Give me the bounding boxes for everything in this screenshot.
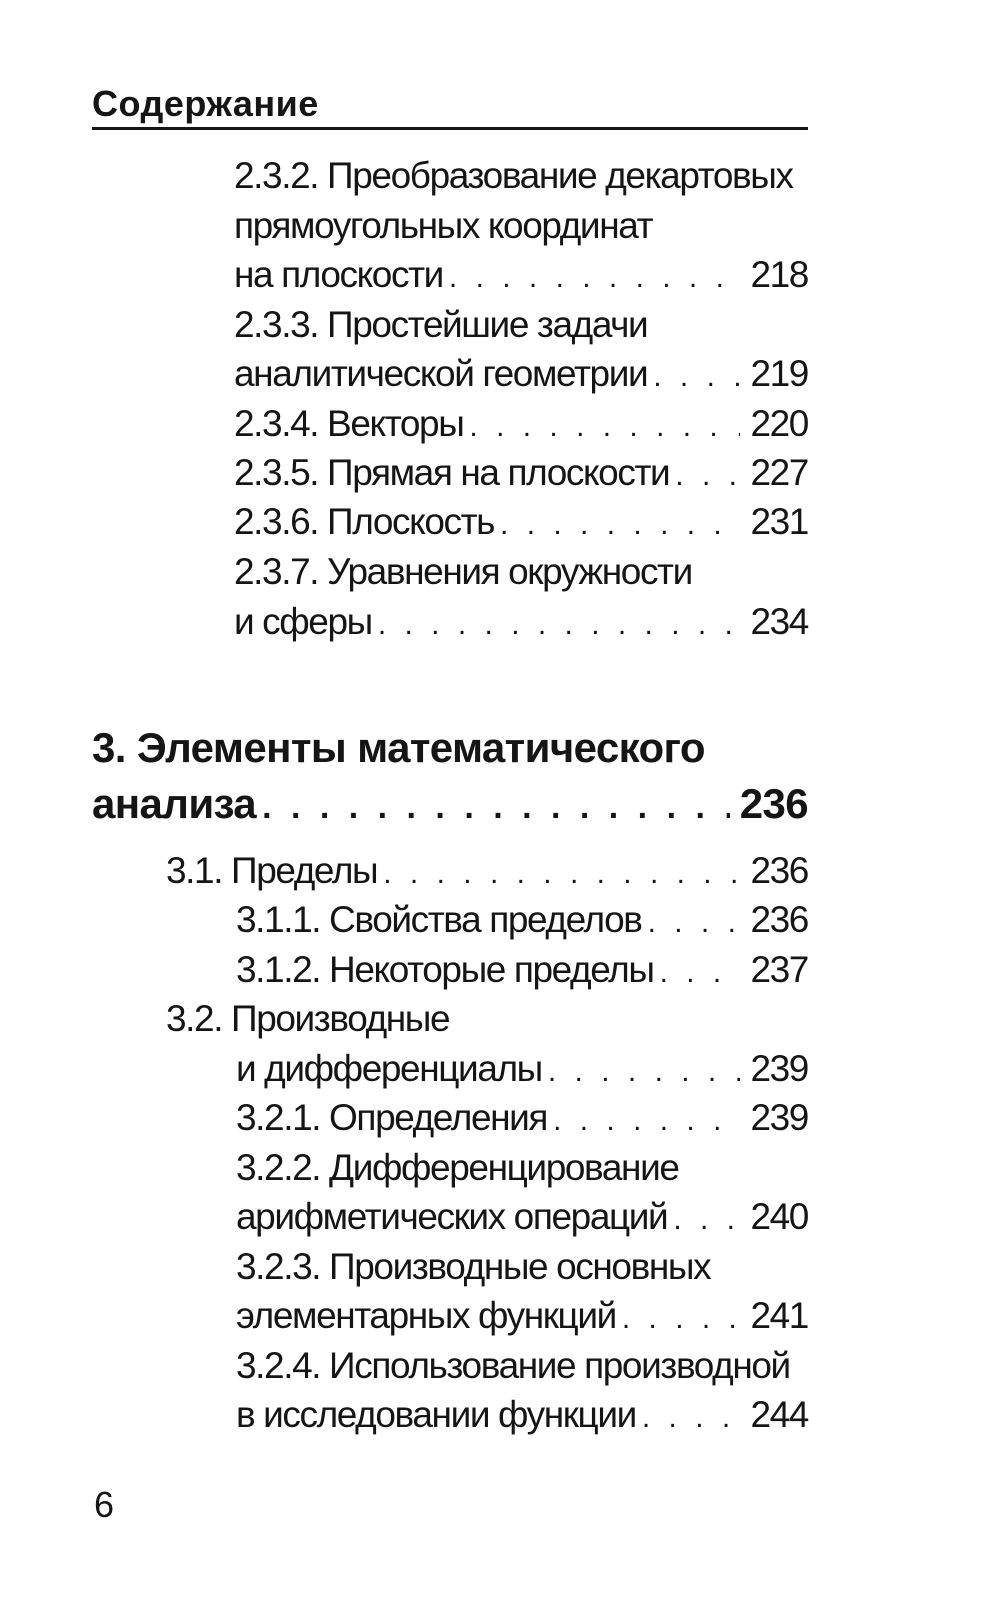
dot-leader	[469, 402, 740, 452]
toc-page-number: 220	[750, 403, 808, 444]
dot-leader	[642, 1393, 741, 1443]
toc-entry-text: аналитической геометрии	[234, 353, 648, 394]
toc-entry-2-3-7-line-1	[234, 547, 808, 597]
dot-leader	[378, 600, 741, 650]
toc-page-number: 231	[750, 501, 808, 542]
toc-entry-text: 2.3.6. Плоскость	[234, 501, 495, 542]
toc-chapter-title: анализа	[92, 780, 257, 827]
toc-entry-text: 2.3.3. Простейшие задачи	[234, 304, 648, 345]
toc-entry-3-2-2-line-1	[236, 1143, 808, 1193]
page-number: 6	[94, 1484, 115, 1525]
toc-page-number: 234	[750, 601, 808, 642]
dot-leader	[675, 451, 740, 501]
dot-leader	[500, 500, 740, 550]
running-header-title: Содержание	[92, 83, 319, 124]
toc-page-number: 236	[750, 850, 808, 891]
toc-entry-text: и дифференциалы	[236, 1048, 542, 1089]
dot-leader	[648, 898, 741, 948]
toc-entry-text: 3.1.2. Некоторые пределы	[236, 949, 654, 990]
toc-page-number: 237	[750, 949, 808, 990]
toc-entry-3-1	[166, 846, 808, 896]
toc-entry-2-3-2-line-1	[234, 151, 808, 201]
toc-entry-text: арифметических операций	[236, 1196, 668, 1237]
toc-entry-2-3-4	[234, 399, 808, 449]
toc-entry-text: на плоскости	[234, 254, 443, 295]
toc-entry-2-3-3-line-1	[234, 300, 808, 350]
toc-entry-2-3-7-line-2	[234, 597, 808, 647]
dot-leader	[548, 1047, 741, 1097]
toc-entry-text: 2.3.4. Векторы	[234, 403, 464, 444]
toc-entry-3-2-3-line-1	[236, 1242, 808, 1292]
toc-entry-text: 3.2. Производные	[166, 998, 450, 1039]
toc-page-number: 218	[750, 254, 808, 295]
toc-page-number: 239	[750, 1097, 808, 1138]
toc-entry-text: 2.3.2. Преобразование декартовых	[234, 155, 793, 196]
toc-page-number: 236	[750, 899, 808, 940]
toc-entry-text: 2.3.7. Уравнения окружности	[234, 551, 692, 592]
toc-entry-3-2-line-2	[236, 1044, 808, 1094]
toc-entry-text: 3.2.4. Использование производной	[236, 1345, 790, 1386]
dot-leader	[262, 780, 730, 834]
toc-entry-3-1-2	[236, 945, 808, 995]
toc-entry-3-1-1	[236, 895, 808, 945]
toc-page-number: 239	[750, 1048, 808, 1089]
toc-page-number: 227	[750, 452, 808, 493]
toc-entry-text: и сферы	[234, 601, 372, 642]
toc-entry-3-2-4-line-2	[236, 1390, 808, 1440]
toc-entry-3-2-1	[236, 1093, 808, 1143]
toc-page-number: 240	[750, 1196, 808, 1237]
toc-entry-2-3-2-line-2	[234, 201, 808, 251]
toc-entry-text: прямоугольных координат	[234, 205, 653, 246]
dot-leader	[383, 849, 740, 899]
toc-entry-text: 3.1. Пределы	[166, 850, 378, 891]
dot-leader	[449, 253, 741, 303]
toc-entry-text: 3.2.2. Дифференцирование	[236, 1147, 679, 1188]
toc-entry-3-2-3-line-2	[236, 1291, 808, 1341]
toc-page-number: 241	[750, 1295, 808, 1336]
dot-leader	[660, 948, 741, 998]
toc-entry-3-2-4-line-1	[236, 1341, 808, 1391]
toc-entry-3-2-2-line-2	[236, 1192, 808, 1242]
dot-leader	[553, 1096, 740, 1146]
toc-entry-2-3-2-line-3	[234, 250, 808, 300]
toc-entry-text: 3.2.3. Производные основных	[236, 1246, 711, 1287]
toc-entry-text: 2.3.5. Прямая на плоскости	[234, 452, 670, 493]
toc-entry-text: в исследовании функции	[236, 1394, 636, 1435]
toc-page-number: 219	[750, 353, 808, 394]
toc-page-number: 236	[739, 780, 808, 827]
dot-leader	[673, 1195, 740, 1245]
dot-leader	[653, 352, 740, 402]
toc-entry-2-3-6	[234, 497, 808, 547]
toc-entry-2-3-5	[234, 448, 808, 498]
toc-page-number: 244	[750, 1394, 808, 1435]
toc-entry-2-3-3-line-2	[234, 349, 808, 399]
toc-chapter-title: 3. Элементы математического	[92, 724, 705, 771]
toc-entry-3-2-line-1	[166, 994, 808, 1044]
toc-entry-text: элементарных функций	[236, 1295, 616, 1336]
toc-chapter-3-line-2	[92, 777, 808, 831]
toc-chapter-3-line-1	[92, 721, 808, 775]
toc-entry-text: 3.1.1. Свойства пределов	[236, 899, 642, 940]
toc-entry-text: 3.2.1. Определения	[236, 1097, 548, 1138]
dot-leader	[622, 1294, 741, 1344]
